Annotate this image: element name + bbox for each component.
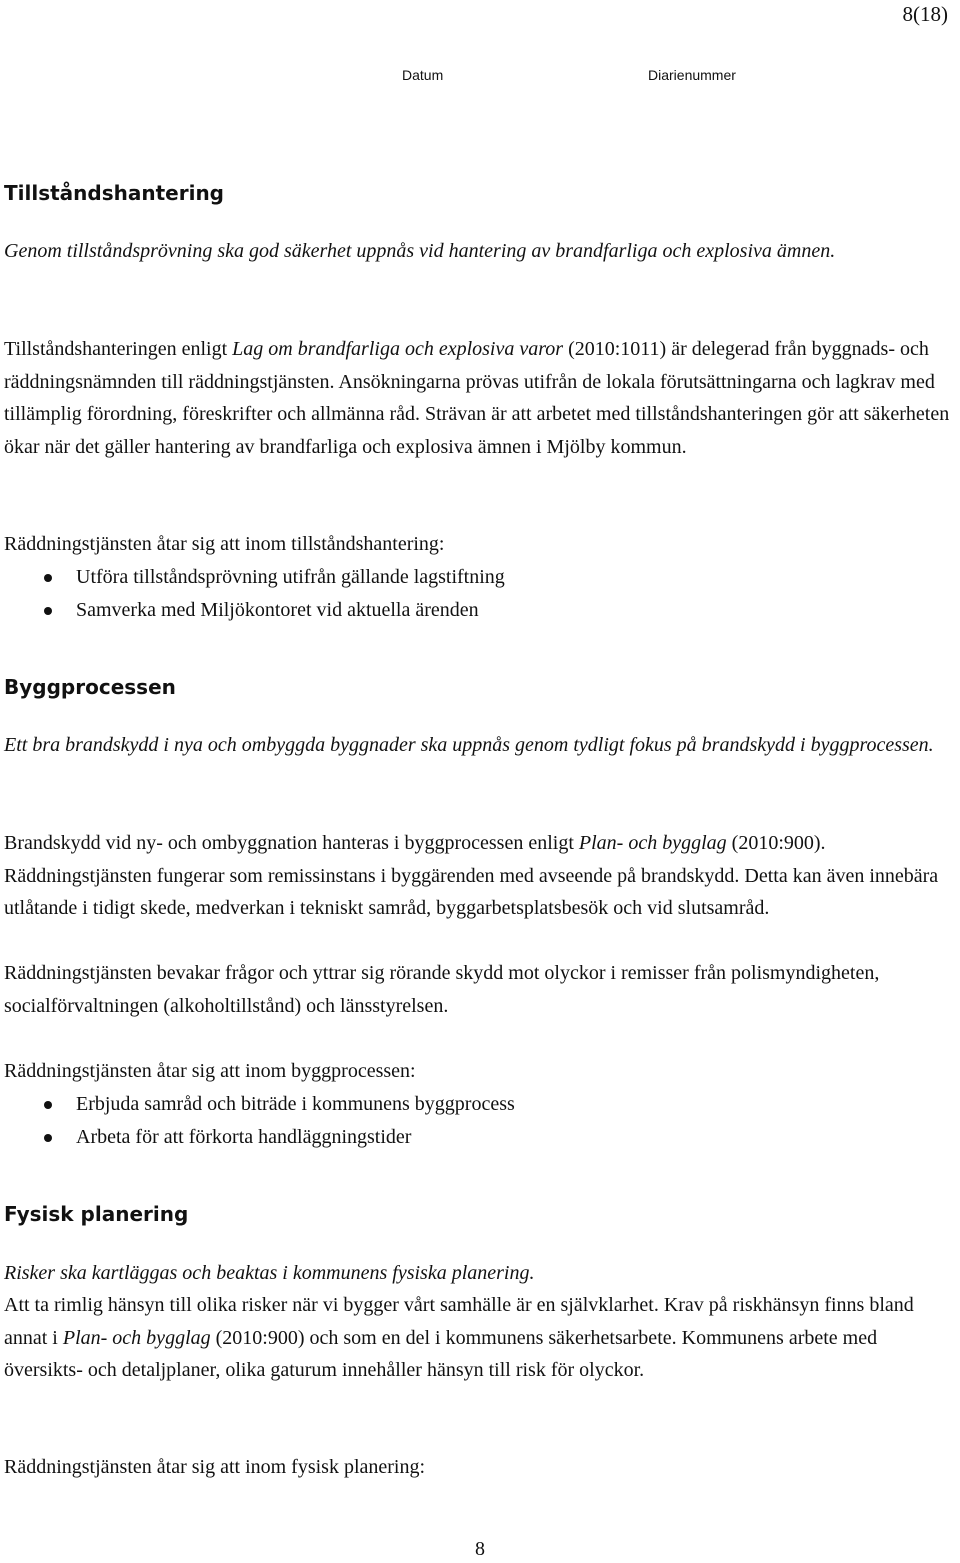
text-run: (2010:900) och som en del i kommunens säkerhetsarbete. Kommunens arbete med översikts- och detaljplaner, olika gaturum innehåller hänsyn till risk för olyckor.	[4, 1326, 878, 1381]
body-paragraph	[4, 827, 958, 925]
diarienummer-label: Diarienummer	[648, 67, 736, 83]
body-paragraph	[4, 1289, 958, 1387]
footer-page-number: 8	[475, 1538, 485, 1560]
section-intro: Risker ska kartläggas och beaktas i kommunens fysiska planering.	[4, 1262, 535, 1284]
list-item	[44, 1121, 515, 1154]
section-heading-byggprocessen: Byggprocessen	[4, 675, 176, 699]
text-run: Brandskydd vid ny- och ombyggnation hanteras i byggprocessen enligt	[4, 832, 579, 854]
body-paragraph	[4, 333, 958, 463]
list-item	[44, 1088, 515, 1121]
commitment-list	[44, 561, 505, 626]
law-title: Plan- och bygglag	[62, 1326, 211, 1349]
bullet-icon	[44, 1101, 52, 1109]
bullet-icon	[44, 607, 52, 615]
text-run: Tillståndshanteringen enligt	[4, 338, 233, 360]
commitment-intro: Räddningstjänsten åtar sig att inom fysisk planering:	[4, 1456, 426, 1478]
list-item-text: Utföra tillståndsprövning utifrån gällande lagstiftning	[76, 566, 505, 588]
law-title: Lag om brandfarliga och explosiva varor	[232, 338, 564, 360]
list-item	[44, 594, 505, 627]
section-intro: Genom tillståndsprövning ska god säkerhet uppnås vid hantering av brandfarliga och explosiva ämnen.	[4, 240, 836, 262]
bullet-icon	[44, 574, 52, 582]
section-intro: Ett bra brandskydd i nya och ombyggda byggnader ska uppnås genom tydligt fokus på brandskydd i byggprocessen.	[4, 734, 934, 756]
commitment-intro: Räddningstjänsten åtar sig att inom byggprocessen:	[4, 1060, 416, 1082]
text-run: (2010:1011) är delegerad från byggnads- och räddningsnämnden till räddningstjänsten. Ansökningarna prövas utifrån de lokala förutsättningarna och lagkrav med tillämplig förordning, föreskrifter och allmänna råd. Strävan är att arbetet med tillståndshanteringen gör att säkerheten ökar när det gäller hantering av brandfarliga och explosiva ämnen i Mjölby kommun.	[4, 338, 950, 458]
list-item-text: Arbeta för att förkorta handläggningstider	[76, 1125, 412, 1148]
law-title: Plan- och bygglag	[578, 832, 727, 854]
section-heading-fysisk-planering: Fysisk planering	[4, 1202, 189, 1226]
commitment-intro: Räddningstjänsten åtar sig att inom tillståndshantering:	[4, 533, 445, 555]
page-counter: 8(18)	[902, 2, 948, 26]
list-item	[44, 561, 505, 594]
commitment-list	[44, 1088, 515, 1153]
datum-label: Datum	[402, 67, 444, 83]
text-run: (2010:900). Räddningstjänsten fungerar som remissinstans i byggärenden med avseende på brandskydd. Detta kan även innebära utlåtande i tidigt skede, medverkan i tekniskt samråd, byggarbetsplatsbesök och vid slutsamråd.	[4, 832, 939, 919]
list-item-text: Samverka med Miljökontoret vid aktuella ärenden	[76, 598, 479, 621]
section-heading-tillstandshantering: Tillståndshantering	[4, 181, 224, 205]
bullet-icon	[44, 1134, 52, 1142]
body-paragraph: Räddningstjänsten bevakar frågor och yttrar sig rörande skydd mot olyckor i remisser från polismyndigheten, socialförvaltningen (alkoholtillstånd) och länsstyrelsen.	[4, 962, 880, 1017]
list-item-text: Erbjuda samråd och biträde i kommunens byggprocess	[76, 1093, 515, 1115]
text-run: Att ta rimlig hänsyn till olika risker när vi bygger vårt samhälle är en självklarhet. Krav på riskhänsyn finns bland annat i	[4, 1294, 914, 1349]
